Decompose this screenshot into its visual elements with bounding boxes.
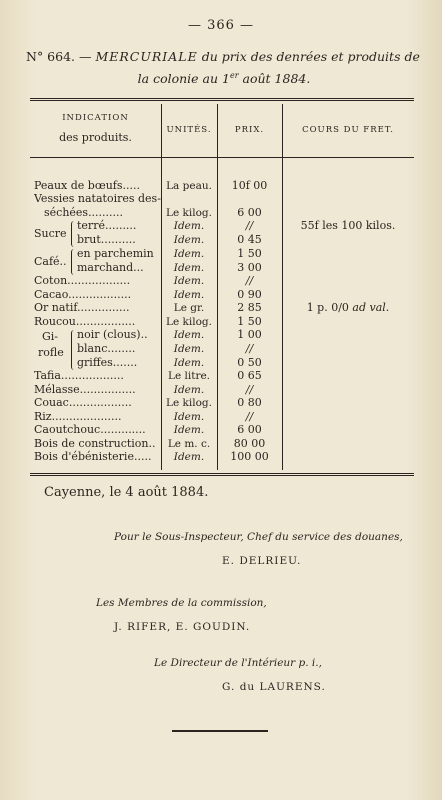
signature-3-title: Le Directeur de l'Intérieur p. i., xyxy=(154,657,322,669)
product-name: griffes....... xyxy=(77,356,138,369)
unit: Idem. xyxy=(173,357,205,369)
price: 0 45 xyxy=(237,233,262,246)
product-name: Mélasse................ xyxy=(34,383,136,396)
price: 0 65 xyxy=(237,369,262,382)
group-label-sucre: Sucre xyxy=(34,227,67,240)
price: 100 00 xyxy=(230,450,269,463)
price: 80 00 xyxy=(233,437,266,450)
unit: Le litre. xyxy=(167,370,211,382)
heading-line1-rest: du prix des denrées et produits de xyxy=(201,49,420,64)
page-number: — 366 — xyxy=(187,18,255,33)
unit: Idem. xyxy=(173,451,205,463)
unit: Idem. xyxy=(173,289,205,301)
signature-1-title: Pour le Sous-Inspecteur, Chef du service des douanes, xyxy=(114,531,403,543)
heading-line-2 xyxy=(26,66,422,88)
unit: Idem. xyxy=(173,329,205,341)
group-label-cafe: Café.. xyxy=(34,255,67,268)
price: // xyxy=(245,342,254,355)
heading-line2-b: août 1884. xyxy=(242,71,311,87)
unit: Le kilog. xyxy=(166,207,212,219)
product-name: Cacao.................. xyxy=(34,288,132,301)
product-name: Peaux de bœufs..... xyxy=(34,179,141,192)
price: 1 50 xyxy=(237,315,262,328)
unit: La peau. xyxy=(166,180,212,192)
header-price: PRIX. xyxy=(234,125,265,135)
heading-line2-sup: er xyxy=(229,71,239,80)
price: // xyxy=(245,219,254,232)
signature-2-title: Les Membres de la commission, xyxy=(96,597,267,609)
unit: Le gr. xyxy=(173,302,205,314)
price: 10f 00 xyxy=(231,179,268,192)
product-name: blanc........ xyxy=(77,342,136,355)
price: // xyxy=(245,410,254,423)
price: 6 00 xyxy=(237,206,262,219)
price: // xyxy=(245,274,254,287)
unit: Idem. xyxy=(173,411,205,423)
price-table xyxy=(30,98,414,476)
header-freight: COURS DU FRET. xyxy=(302,125,394,135)
price: 0 50 xyxy=(237,356,262,369)
product-name: Vessies natatoires des- xyxy=(34,192,161,205)
heading-title-word: MERCURIALE xyxy=(95,49,198,64)
price: 1 00 xyxy=(237,328,262,341)
heading-line-1 xyxy=(26,47,422,66)
unit: Idem. xyxy=(173,262,205,274)
product-name: Coton.................. xyxy=(34,274,131,287)
unit: Le kilog. xyxy=(166,397,212,409)
freight: 55f les 100 kilos. xyxy=(300,219,396,232)
price: // xyxy=(245,383,254,396)
product-name: brut.......... xyxy=(77,233,136,246)
product-name: marchand... xyxy=(77,261,144,274)
table-header-rule xyxy=(30,157,414,158)
header-units: UNITÉS. xyxy=(166,125,212,135)
end-rule xyxy=(172,730,268,732)
price: 6 00 xyxy=(237,423,262,436)
unit: Idem. xyxy=(173,275,205,287)
price: 2 85 xyxy=(237,301,262,314)
place-and-date: Cayenne, le 4 août 1884. xyxy=(44,485,209,500)
header-indication xyxy=(30,109,161,147)
unit: Idem. xyxy=(173,248,205,260)
group-label-girofle-b: rofle xyxy=(38,346,64,359)
product-name: Bois d'ébénisterie..... xyxy=(34,450,152,463)
unit: Idem. xyxy=(173,424,205,436)
product-name: Riz.................... xyxy=(34,410,122,423)
unit: Idem. xyxy=(173,384,205,396)
product-name: terré......... xyxy=(77,219,137,232)
signature-2-name: J. RIFER, E. GOUDIN. xyxy=(114,621,251,633)
heading-number: N° 664. — xyxy=(26,49,92,64)
document-heading xyxy=(26,47,422,88)
signature-1-name: E. DELRIEU. xyxy=(222,555,302,567)
product-name: Caoutchouc............. xyxy=(34,423,146,436)
heading-line2-a: la colonie au 1 xyxy=(137,71,230,87)
unit: Idem. xyxy=(173,220,205,232)
signature-3-name: G. du LAURENS. xyxy=(222,681,326,693)
product-name: séchées.......... xyxy=(44,206,124,219)
product-name: en parchemin xyxy=(77,247,154,260)
product-name: Couac.................. xyxy=(34,396,132,409)
unit: Le m. c. xyxy=(167,438,211,450)
header-indication-small: INDICATION xyxy=(62,113,129,123)
unit: Idem. xyxy=(173,234,205,246)
product-name: Or natif............... xyxy=(34,301,130,314)
price: 1 50 xyxy=(237,247,262,260)
price: 0 90 xyxy=(237,288,262,301)
unit: Le kilog. xyxy=(166,316,212,328)
header-indication-big: des produits. xyxy=(59,131,132,144)
product-name: Roucou................. xyxy=(34,315,136,328)
product-name: Tafia.................. xyxy=(34,369,124,382)
product-name: noir (clous).. xyxy=(77,328,148,341)
price: 3 00 xyxy=(237,261,262,274)
freight-rate: 1 p. 0/0 xyxy=(306,301,349,314)
group-label-girofle-a: Gi- xyxy=(42,330,59,343)
product-name: Bois de construction.. xyxy=(34,437,156,450)
table-row xyxy=(30,449,414,465)
freight-ad-val: ad val. xyxy=(352,301,390,314)
unit: Idem. xyxy=(173,343,205,355)
price: 0 80 xyxy=(237,396,262,409)
